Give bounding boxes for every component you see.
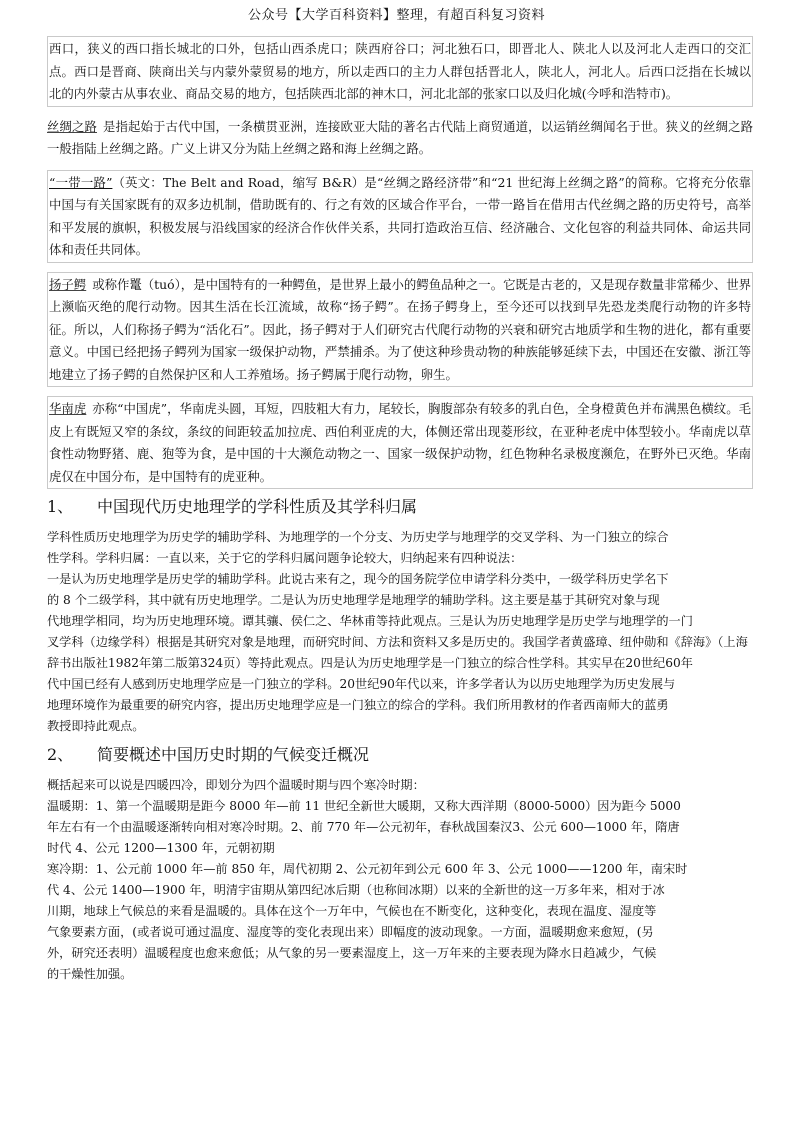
section-1-number: 1、 [47,497,74,516]
entry-belt-road-text: （英文：The Belt and Road，缩写 B&R）是“丝绸之路经济带”和“21 世纪海上丝绸之路”的简称。它将充分依靠中国与有关国家既有的双多边机制，借助既有的、行之有效的区域合作平台，一带一路旨在借用古代丝绸之路的历史符号，高举和平发展的旗帜，积极发展与沿线国家的经济合作伙伴关系，共同打造政治互信、经济融合、文化包容的利益共同体、命运共同体和责任共同体。 [49,174,751,257]
section-2-title: 简要概述中国历史时期的气候变迁概况 [97,745,370,764]
section-2-body [47,775,753,985]
text-line: 地理环境作为最重要的研究内容，提出历史地理学应是一门独立的综合的学科。我们所用教材的作者西南师大的蓝勇 [47,698,669,712]
text-line: 概括起来可以说是四暖四冷，即划分为四个温暖时期与四个寒冷时期： [47,778,425,792]
term-alligator: 扬子鳄 [49,276,87,292]
text-line: 气象要素方面，(或者说可通过温度、湿度等的变化表现出来）即幅度的波动现象。一方面，温暖期愈来愈短，(另 [47,925,654,939]
entry-xikou-text: 西口，狭义的西口指长城北的口外，包括山西杀虎口；陕西府谷口；河北独石口，即晋北人、陕北人以及河北人走西口的交汇点。西口是晋商、陕商出关与内蒙外蒙贸易的地方，所以走西口的主力人群包括晋北人，陕北人，河北人。后西口泛指在长城以北的内外蒙古从事农业、商品交易的地方，包括陕西北部的神木口，河北北部的张家口以及归化城(今呼和浩特市)。 [49,41,751,101]
text-line: 性学科。学科归属：一直以来，关于它的学科归属问题争论较大，归纳起来有四种说法： [47,551,523,565]
section-1-heading [47,495,753,519]
term-silk-road: 丝绸之路 [47,118,98,134]
entry-south-china-tiger [47,396,753,489]
text-line: 时代 4、公元 1200—1300 年，元朝初期 [47,841,275,855]
section-2-number: 2、 [47,745,74,764]
entry-tiger-text: 亦称“中国虎”，华南虎头圆，耳短，四肢粗大有力，尾较长，胸腹部杂有较多的乳白色，全身橙黄色并布满黑色横纹。毛皮上有既短又窄的条纹，条纹的间距较孟加拉虎、西伯利亚虎的大，体侧还常出现菱形纹，在亚种老虎中体型较小。华南虎以草食性动物野猪、鹿、狍等为食，是中国的十大濒危动物之一、国家一级保护动物，红色物种名录极度濒危，在野外已灭绝。华南虎仅在中国分布，是中国特有的虎亚种。 [49,401,752,484]
text-line: 代地理学相同，均为历史地理环境。谭其骧、侯仁之、华林甫等持此观点。三是认为历史地理学是历史学与地理学的一门 [47,614,693,628]
entry-alligator-text: 或称作鼍（tuó），是中国特有的一种鳄鱼，是世界上最小的鳄鱼品种之一。它既是古老的，又是现存数量非常稀少、世界上濒临灭绝的爬行动物。因其生活在长江流域，故称“扬子鳄”。在扬子鳄身上，至今还可以找到早先恐龙类爬行动物的许多特征。所以，人们称扬子鳄为“活化石”。因此，扬子鳄对于人们研究古代爬行动物的兴衰和研究古地质学和生物的进化，都有重要意义。中国已经把扬子鳄列为国家一级保护动物，严禁捕杀。为了使这种珍贵动物的种族能够延续下去，中国还在安徽、浙江等地建立了扬子鳄的自然保护区和人工养殖场。扬子鳄属于爬行动物，卵生。 [49,276,752,382]
text-line: 的干燥性加强。 [47,967,133,981]
text-line: 教授即持此观点。 [47,719,145,733]
text-line: 外，研究还表明）温暖程度也愈来愈低；从气象的另一要素湿度上，这一万年来的主要表现为降水日趋减少，气候 [47,946,657,960]
text-line: 年左右有一个由温暖逐渐转向相对寒冷时期。2、前 770 年—公元初年，春秋战国秦汉3、公元 600—1000 年，隋唐 [47,820,680,834]
text-line: 温暖期：1、第一个温暖期是距今 8000 年—前 11 世纪全新世大暖期，又称大西洋期（8000-5000）因为距今 5000 [47,799,681,813]
section-1-body [47,527,753,737]
text-line: 一是认为历史地理学是历史学的辅助学科。此说古来有之，现今的国务院学位申请学科分类中，一级学科历史学名下 [47,572,669,586]
section-2-heading [47,743,753,767]
page-header: 公众号【大学百科资料】整理，有超百科复习资料 [247,8,545,23]
term-south-china-tiger: 华南虎 [49,401,87,416]
text-line: 叉学科（边缘学科）根据是其研究对象是地理，而研究时间、方法和资料又多是历史的。我国学者黄盛璋、纽仲勋和《辞海》（上海 [47,635,748,649]
text-line: 的 8 个二级学科，其中就有历史地理学。二是认为历史地理学是地理学的辅助学科。这主要是基于其研究对象与现 [47,593,660,607]
entry-belt-road [47,170,753,263]
entry-alligator [47,272,753,388]
text-line: 代 4、公元 1400—1900 年，明清宇宙期从第四纪冰后期（也称间冰期）以来的全新世的这一万多年来，相对于冰 [47,883,665,897]
text-line: 寒冷期：1、公元前 1000 年—前 850 年，周代初期 2、公元初年到公元 600 年 3、公元 1000——1200 年，南宋时 [47,862,688,876]
section-1-title: 中国现代历史地理学的学科性质及其学科归属 [97,497,418,516]
entry-silk-road [47,116,753,161]
document-body [47,36,753,985]
entry-xikou [47,36,753,107]
term-belt-road: “一带一路” [49,174,113,190]
entry-silk-road-text: 是指起始于古代中国，一条横贯亚洲，连接欧亚大陆的著名古代陆上商贸通道，以运销丝绸闻名于世。狭义的丝绸之路一般指陆上丝绸之路。广义上讲又分为陆上丝绸之路和海上丝绸之路。 [47,118,754,156]
text-line: 代中国已经有人感到历史地理学应是一门独立的学科。20世纪90年代以来，许多学者认为以历史地理学为历史发展与 [47,677,676,691]
text-line: 川期，地球上气候总的来看是温暖的。具体在这个一万年中，气候也在不断变化，这种变化，表现在温度、湿度等 [47,904,657,918]
text-line: 辞书出版社1982年第二版第324页）等持此观点。四是认为历史地理学是一门独立的综合性学科。其实早在20世纪60年 [47,656,693,670]
text-line: 学科性质历史地理学为历史学的辅助学科、为地理学的一个分支、为历史学与地理学的交叉学科、为一门独立的综合 [47,530,669,544]
